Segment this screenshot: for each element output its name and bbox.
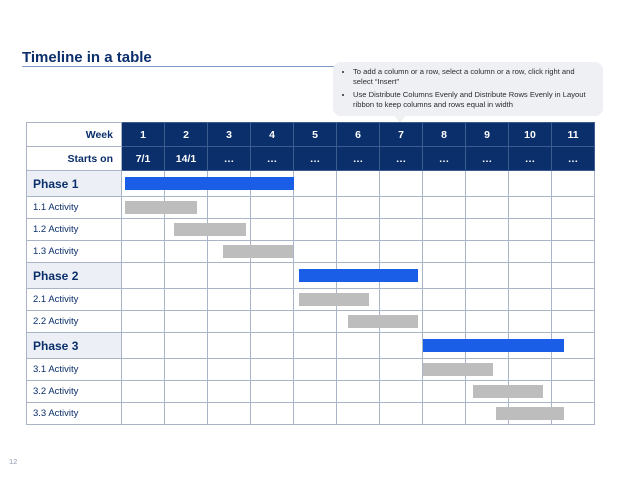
activity-bar [125, 201, 197, 214]
activity-row [27, 241, 595, 263]
week-number: 2 [165, 123, 208, 147]
activity-row [27, 359, 595, 381]
phase-label: Phase 2 [27, 263, 122, 289]
timeline-cell [509, 289, 552, 311]
activity-label: 3.1 Activity [27, 359, 122, 381]
timeline-cell [466, 263, 509, 289]
phase-bar [423, 339, 564, 352]
phase-label: Phase 3 [27, 333, 122, 359]
activity-row [27, 197, 595, 219]
page-number: 12 [9, 457, 18, 466]
activity-label: 1.3 Activity [27, 241, 122, 263]
timeline-cell [337, 403, 380, 425]
timeline-cell [380, 403, 423, 425]
start-date: … [251, 147, 294, 171]
instruction-callout [333, 62, 603, 116]
timeline-cell [122, 241, 165, 263]
start-date: … [208, 147, 251, 171]
activity-row [27, 219, 595, 241]
timeline-cell [165, 403, 208, 425]
activity-bar [174, 223, 246, 236]
timeline-cell [337, 359, 380, 381]
start-date: … [294, 147, 337, 171]
timeline-cell [552, 311, 595, 333]
timeline-cell [466, 311, 509, 333]
phase-label: Phase 1 [27, 171, 122, 197]
timeline-cell [466, 241, 509, 263]
timeline-cell [122, 263, 165, 289]
start-date: … [337, 147, 380, 171]
phase-bar [125, 177, 294, 190]
activity-bar [496, 407, 564, 420]
activity-label: 1.1 Activity [27, 197, 122, 219]
start-date-row [27, 147, 595, 171]
timeline-cell [165, 333, 208, 359]
activity-label: 1.2 Activity [27, 219, 122, 241]
timeline-cell [337, 241, 380, 263]
timeline-cell [423, 241, 466, 263]
timeline-cell [122, 219, 165, 241]
timeline-cell [208, 311, 251, 333]
timeline-cell [122, 333, 165, 359]
timeline-cell [423, 403, 466, 425]
timeline-cell [251, 219, 294, 241]
timeline-cell [251, 403, 294, 425]
week-number: 11 [552, 123, 595, 147]
timeline-cell [337, 219, 380, 241]
week-label: Week [27, 123, 122, 147]
timeline-cell [552, 263, 595, 289]
timeline-cell [165, 359, 208, 381]
phase-row [27, 171, 595, 197]
timeline-cell [552, 197, 595, 219]
timeline-cell [423, 263, 466, 289]
timeline-cell [380, 359, 423, 381]
timeline-cell [208, 403, 251, 425]
timeline-cell [423, 197, 466, 219]
week-number: 3 [208, 123, 251, 147]
timeline-cell [294, 359, 337, 381]
start-date: … [552, 147, 595, 171]
timeline-cell [337, 171, 380, 197]
activity-label: 2.1 Activity [27, 289, 122, 311]
activity-row [27, 311, 595, 333]
timeline-cell [294, 197, 337, 219]
page-title: Timeline in a table [22, 49, 152, 66]
week-number: 8 [423, 123, 466, 147]
week-number: 1 [122, 123, 165, 147]
timeline-cell [509, 171, 552, 197]
timeline-cell [423, 171, 466, 197]
timeline-cell [380, 381, 423, 403]
timeline-cell [165, 311, 208, 333]
activity-bar [473, 385, 543, 398]
timeline-cell [552, 289, 595, 311]
timeline-cell [423, 219, 466, 241]
timeline-cell [208, 381, 251, 403]
timeline-cell [208, 263, 251, 289]
timeline-cell [165, 289, 208, 311]
timeline-cell [380, 219, 423, 241]
timeline-cell [423, 381, 466, 403]
callout-bullet: • Use Distribute Columns Evenly and Distribute Rows Evenly in Layout ribbon to keep columns and rows equal in width [353, 90, 593, 110]
timeline-cell [380, 333, 423, 359]
activity-bar [423, 363, 493, 376]
timeline-cell [294, 219, 337, 241]
timeline-cell [208, 289, 251, 311]
activity-bar [223, 245, 293, 258]
timeline-cell [294, 333, 337, 359]
timeline-cell [122, 311, 165, 333]
timeline-cell [466, 197, 509, 219]
timeline-cell [509, 359, 552, 381]
start-date: … [423, 147, 466, 171]
timeline-cell [466, 219, 509, 241]
timeline-cell [251, 311, 294, 333]
timeline-cell [509, 263, 552, 289]
timeline-cell [294, 241, 337, 263]
timeline-cell [423, 289, 466, 311]
timeline-cell [165, 263, 208, 289]
start-date: … [466, 147, 509, 171]
timeline-cell [294, 311, 337, 333]
timeline-cell [208, 359, 251, 381]
timeline-cell [423, 311, 466, 333]
phase-bar [299, 269, 419, 282]
timeline-cell [509, 197, 552, 219]
start-date: 14/1 [165, 147, 208, 171]
week-number: 9 [466, 123, 509, 147]
timeline-cell [552, 241, 595, 263]
timeline-cell [337, 197, 380, 219]
title-underline [22, 66, 340, 67]
activity-bar [348, 315, 418, 328]
timeline-cell [122, 289, 165, 311]
timeline-cell [251, 333, 294, 359]
timeline-cell [165, 241, 208, 263]
timeline-cell [251, 289, 294, 311]
activity-bar [299, 293, 369, 306]
timeline-cell [509, 311, 552, 333]
starts-on-label: Starts on [27, 147, 122, 171]
timeline-cell [380, 241, 423, 263]
timeline-cell [337, 333, 380, 359]
week-number: 5 [294, 123, 337, 147]
timeline-cell [552, 219, 595, 241]
timeline-cell [466, 171, 509, 197]
timeline-cell [509, 241, 552, 263]
week-number: 10 [509, 123, 552, 147]
callout-bullet: • To add a column or a row, select a column or a row, click right and select “Insert” [353, 67, 593, 87]
timeline-cell [294, 381, 337, 403]
timeline-cell [552, 359, 595, 381]
timeline-cell [208, 333, 251, 359]
activity-label: 3.3 Activity [27, 403, 122, 425]
timeline-cell [251, 381, 294, 403]
start-date: … [509, 147, 552, 171]
activity-label: 2.2 Activity [27, 311, 122, 333]
timeline-cell [208, 197, 251, 219]
timeline-cell [251, 359, 294, 381]
timeline-cell [165, 381, 208, 403]
timeline-cell [380, 171, 423, 197]
timeline-cell [466, 289, 509, 311]
timeline-cell [380, 289, 423, 311]
timeline-cell [552, 171, 595, 197]
timeline-cell [294, 403, 337, 425]
week-header-row [27, 123, 595, 147]
start-date: 7/1 [122, 147, 165, 171]
timeline-cell [122, 403, 165, 425]
start-date: … [380, 147, 423, 171]
timeline-cell [380, 197, 423, 219]
activity-label: 3.2 Activity [27, 381, 122, 403]
week-number: 7 [380, 123, 423, 147]
timeline-cell [552, 381, 595, 403]
timeline-cell [294, 171, 337, 197]
timeline-cell [122, 359, 165, 381]
timeline-cell [122, 381, 165, 403]
week-number: 6 [337, 123, 380, 147]
timeline-cell [251, 263, 294, 289]
timeline-cell [337, 381, 380, 403]
week-number: 4 [251, 123, 294, 147]
timeline-cell [251, 197, 294, 219]
timeline-cell [509, 219, 552, 241]
